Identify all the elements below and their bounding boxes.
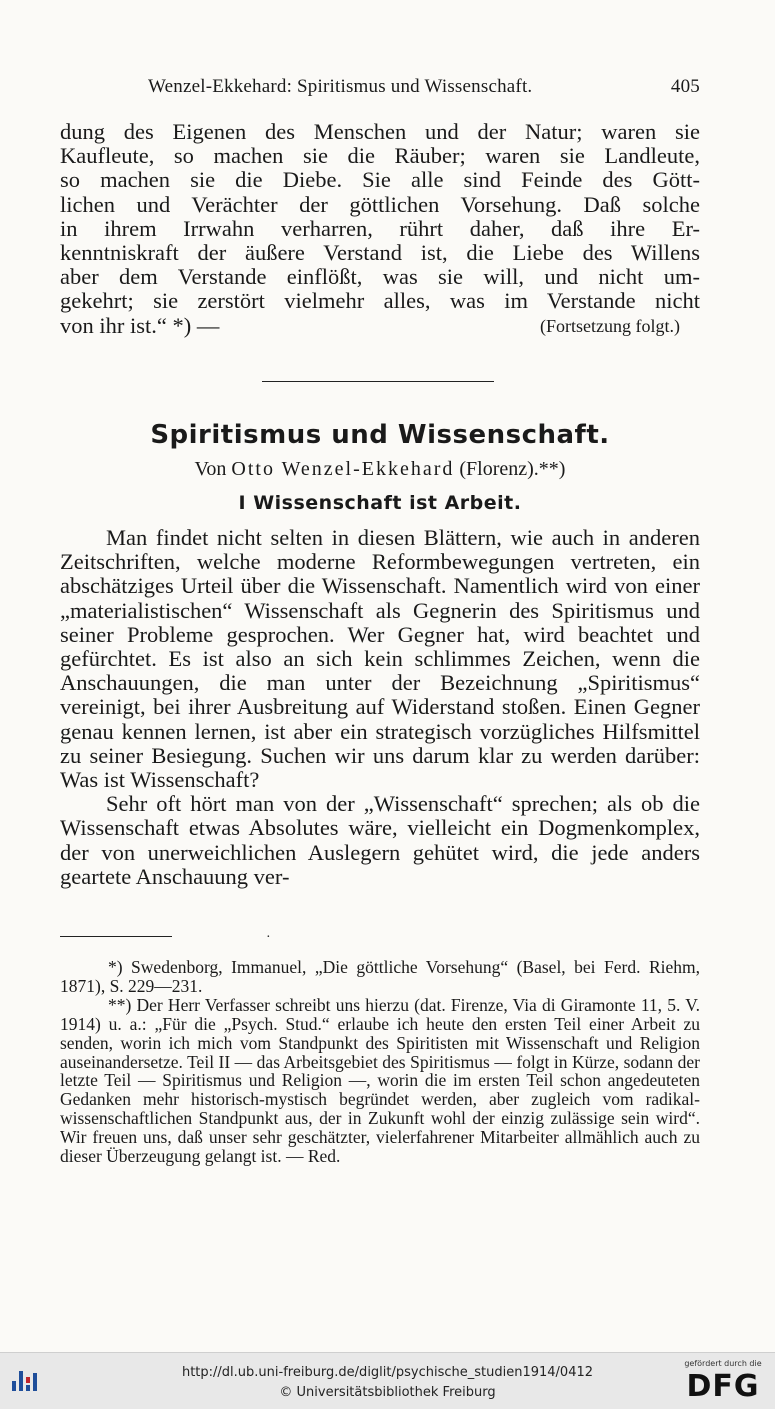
running-header: [148, 76, 700, 98]
footnote-1: *) Swedenborg, Immanuel, „Die göttliche Vorsehung“ (Basel, bei Ferd. Riehm, 1871), S. 229—231.: [60, 957, 700, 996]
dfg-logo[interactable]: DFG: [686, 1369, 760, 1404]
continuation-note: (Fortsetzung folgt.): [540, 315, 680, 336]
paragraph-2: Sehr oft hört man von der „Wissenschaft“ sprechen; als ob die Wissenschaft etwas Absolutes wäre, vielleicht ein Dogmenkomplex, der von unerweichlichen Auslegern gehütet wird, die jede anders geartete Anschauung ver-: [60, 791, 700, 889]
footnote-dot: ·: [266, 930, 271, 945]
continuation-last-line: [60, 314, 700, 338]
continuation-line: Kaufleute, so machen sie die Räuber; waren sie Landleute,: [60, 143, 700, 169]
footnote-2: **) Der Herr Verfasser schreibt uns hierzu (dat. Firenze, Via di Giramonte 11, 5. V. 1914) u. a.: „Für die „Psych. Stud.“ erlaube ich heute den ersten Teil einer Arbeit zu senden, worin ich mich vom Standpunkt des Spiritisten mit Wissenschaft und Religion auseinandersetze. Teil II — das Arbeitsgebiet des Spiritismus — folgt in Kürze, sodann der letzte Teil — Spiritismus und Religion —, worin die im ersten Teil schon angedeuteten Gedanken mehr historisch-mystisch begründet werden, aber zugleich vom radikal-wissenschaftlichen Standpunkt aus, der in Zukunft wohl der einzig zulässige sein wird“. Wir freuen uns, daß unser sehr geschätzter, vielerfahrener Mitarbeiter allmählich auch zu dieser Überzeugung gelangt ist. — Red.: [60, 994, 700, 1167]
copyright-notice: © Universitätsbibliothek Freiburg: [279, 1385, 496, 1400]
byline-prefix: Von: [194, 458, 227, 480]
footnote-rule: [60, 936, 172, 937]
page-number: 405: [670, 76, 700, 97]
continuation-line: dung des Eigenen des Menschen und der Natur; waren sie: [60, 119, 700, 144]
article-body: [60, 526, 700, 889]
article-title: Spiritismus und Wissenschaft.: [150, 420, 610, 450]
byline: [60, 458, 700, 481]
continuation-line: lichen und Verächter der göttlichen Vorsehung. Daß solche: [60, 191, 700, 217]
permalink-url[interactable]: http://dl.ub.uni-freiburg.de/diglit/psychische_studien1914/0412: [181, 1365, 594, 1380]
section-title: I Wissenschaft ist Arbeit.: [238, 492, 522, 514]
author-name: Otto Wenzel-Ekkehard: [231, 458, 455, 480]
byline-suffix: (Florenz).**): [459, 458, 566, 480]
section-divider: [262, 381, 494, 382]
footnotes: [60, 958, 700, 1166]
continuation-text: [60, 120, 700, 338]
continuation-line: aber dem Verstande einflößt, was sie will, und nicht um-: [60, 264, 700, 290]
viewer-footer: [0, 1352, 775, 1409]
continuation-line: so machen sie die Diebe. Sie alle sind Feinde des Gött-: [60, 167, 700, 193]
continuation-line: kenntniskraft der äußere Verstand ist, die Liebe des Willens: [60, 240, 700, 266]
continuation-last-text: von ihr ist.“ *) —: [60, 312, 220, 338]
continuation-line: in ihrem Irrwahn verharren, rührt daher, daß ihre Er-: [60, 215, 700, 241]
continuation-paragraph: [60, 120, 700, 314]
running-title: Wenzel-Ekkehard: Spiritismus und Wissenschaft.: [148, 76, 533, 97]
sponsor-label: gefördert durch die: [684, 1359, 762, 1368]
paragraph-1: Man findet nicht selten in diesen Blättern, wie auch in anderen Zeitschriften, welche moderne Reformbewegungen vertreten, ein abschätziges Urteil über die Wissenschaft. Namentlich wird von einer „materialistischen“ Wissenschaft als Gegnerin des Spiritismus und seiner Probleme gesprochen. Wer Gegner hat, wird beachtet und gefürchtet. Es ist also an sich kein schlimmes Zeichen, wenn die Anschauungen, die man unter der Bezeichnung „Spiritismus“ vereinigt, bei ihrer Ausbreitung auf Widerstand stoßen. Einen Gegner genau kennen lernen, ist aber ein strategisch vorzügliches Hilfsmittel zu seiner Besiegung. Suchen wir uns darum klar zu werden darüber: Was ist Wissenschaft?: [60, 525, 700, 793]
continuation-line: gekehrt; sie zerstört vielmehr alles, was im Verstande nicht: [60, 288, 700, 314]
